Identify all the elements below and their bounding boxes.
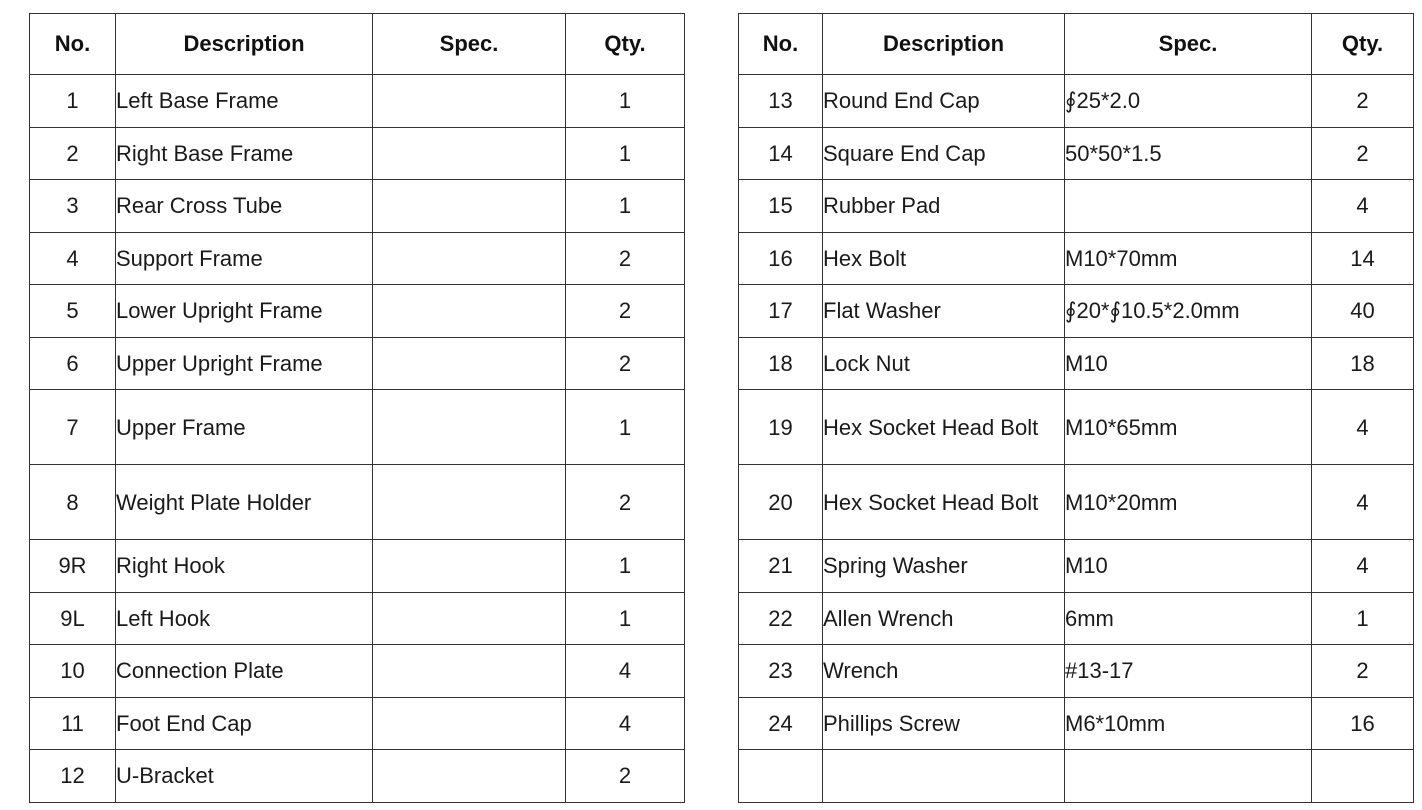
part-spec <box>373 697 566 750</box>
part-description: Left Hook <box>116 592 373 645</box>
table-row <box>30 127 685 180</box>
part-spec: M10*65mm <box>1065 390 1312 465</box>
part-spec <box>373 645 566 698</box>
part-qty: 4 <box>1312 540 1414 593</box>
part-description <box>823 750 1065 803</box>
header-spec: Spec. <box>373 14 566 75</box>
part-spec <box>373 75 566 128</box>
part-qty: 2 <box>1312 75 1414 128</box>
part-number: 6 <box>30 337 116 390</box>
table-row <box>739 465 1414 540</box>
table-row <box>30 697 685 750</box>
part-qty: 4 <box>1312 465 1414 540</box>
part-spec <box>373 750 566 803</box>
part-qty: 2 <box>566 232 685 285</box>
part-description: Spring Washer <box>823 540 1065 593</box>
part-qty: 1 <box>1312 592 1414 645</box>
table-row <box>30 465 685 540</box>
header-description: Description <box>116 14 373 75</box>
table-row <box>30 540 685 593</box>
header-no: No. <box>30 14 116 75</box>
table-row <box>30 337 685 390</box>
part-spec <box>373 232 566 285</box>
part-qty: 1 <box>566 75 685 128</box>
header-row <box>30 14 685 75</box>
part-description: Wrench <box>823 645 1065 698</box>
part-qty: 18 <box>1312 337 1414 390</box>
part-description: Flat Washer <box>823 285 1065 338</box>
part-spec <box>373 180 566 233</box>
part-description: Hex Socket Head Bolt <box>823 465 1065 540</box>
part-qty: 4 <box>566 645 685 698</box>
part-number: 11 <box>30 697 116 750</box>
part-number: 12 <box>30 750 116 803</box>
part-description: Lower Upright Frame <box>116 285 373 338</box>
part-number: 24 <box>739 697 823 750</box>
part-description: Hex Socket Head Bolt <box>823 390 1065 465</box>
header-spec: Spec. <box>1065 14 1312 75</box>
part-description: Connection Plate <box>116 645 373 698</box>
table-row <box>739 592 1414 645</box>
part-qty: 2 <box>566 465 685 540</box>
part-spec: M10 <box>1065 540 1312 593</box>
part-description: Rubber Pad <box>823 180 1065 233</box>
part-spec: 50*50*1.5 <box>1065 127 1312 180</box>
part-number: 9L <box>30 592 116 645</box>
part-number: 22 <box>739 592 823 645</box>
part-description: Allen Wrench <box>823 592 1065 645</box>
part-spec: M10 <box>1065 337 1312 390</box>
part-qty: 4 <box>566 697 685 750</box>
part-spec <box>1065 180 1312 233</box>
part-number: 15 <box>739 180 823 233</box>
table-row <box>739 337 1414 390</box>
part-number: 5 <box>30 285 116 338</box>
part-description: Support Frame <box>116 232 373 285</box>
part-spec: 6mm <box>1065 592 1312 645</box>
table-row-empty <box>739 750 1414 803</box>
part-spec: #13-17 <box>1065 645 1312 698</box>
part-description: Rear Cross Tube <box>116 180 373 233</box>
parts-table-left <box>29 13 685 803</box>
part-number: 14 <box>739 127 823 180</box>
part-number <box>739 750 823 803</box>
part-spec: M10*70mm <box>1065 232 1312 285</box>
part-qty: 1 <box>566 390 685 465</box>
part-qty: 14 <box>1312 232 1414 285</box>
part-description: Right Hook <box>116 540 373 593</box>
part-qty: 1 <box>566 127 685 180</box>
part-spec: M10*20mm <box>1065 465 1312 540</box>
part-number: 16 <box>739 232 823 285</box>
part-qty: 2 <box>566 285 685 338</box>
part-description: Upper Frame <box>116 390 373 465</box>
part-spec <box>1065 750 1312 803</box>
header-description: Description <box>823 14 1065 75</box>
part-number: 23 <box>739 645 823 698</box>
part-qty: 1 <box>566 180 685 233</box>
part-number: 8 <box>30 465 116 540</box>
table-row <box>739 232 1414 285</box>
part-number: 10 <box>30 645 116 698</box>
part-number: 21 <box>739 540 823 593</box>
part-spec <box>373 337 566 390</box>
part-spec <box>373 127 566 180</box>
part-number: 20 <box>739 465 823 540</box>
part-spec <box>373 592 566 645</box>
part-number: 3 <box>30 180 116 233</box>
part-number: 4 <box>30 232 116 285</box>
header-no: No. <box>739 14 823 75</box>
table-row <box>739 285 1414 338</box>
part-spec <box>373 540 566 593</box>
part-description: Lock Nut <box>823 337 1065 390</box>
part-number: 7 <box>30 390 116 465</box>
table-row <box>739 127 1414 180</box>
part-qty: 2 <box>1312 645 1414 698</box>
table-row <box>30 750 685 803</box>
part-spec: ∮20*∮10.5*2.0mm <box>1065 285 1312 338</box>
header-qty: Qty. <box>1312 14 1414 75</box>
part-description: Round End Cap <box>823 75 1065 128</box>
part-number: 18 <box>739 337 823 390</box>
part-qty: 1 <box>566 540 685 593</box>
part-description: Upper Upright Frame <box>116 337 373 390</box>
table-row <box>739 540 1414 593</box>
table-row <box>30 75 685 128</box>
table-row <box>30 592 685 645</box>
part-description: Phillips Screw <box>823 697 1065 750</box>
part-spec <box>373 390 566 465</box>
part-qty <box>1312 750 1414 803</box>
table-row <box>739 697 1414 750</box>
part-number: 2 <box>30 127 116 180</box>
part-qty: 4 <box>1312 180 1414 233</box>
part-number: 17 <box>739 285 823 338</box>
table-row <box>739 75 1414 128</box>
table-row <box>30 285 685 338</box>
table-row <box>30 180 685 233</box>
part-spec <box>373 285 566 338</box>
part-description: Hex Bolt <box>823 232 1065 285</box>
table-row <box>739 180 1414 233</box>
part-qty: 2 <box>566 750 685 803</box>
part-description: Square End Cap <box>823 127 1065 180</box>
part-spec: ∮25*2.0 <box>1065 75 1312 128</box>
part-qty: 16 <box>1312 697 1414 750</box>
part-number: 13 <box>739 75 823 128</box>
part-qty: 2 <box>566 337 685 390</box>
part-description: U-Bracket <box>116 750 373 803</box>
parts-table-right <box>738 13 1414 803</box>
table-row <box>739 390 1414 465</box>
part-qty: 2 <box>1312 127 1414 180</box>
part-description: Left Base Frame <box>116 75 373 128</box>
table-row <box>739 645 1414 698</box>
table-row <box>30 232 685 285</box>
part-qty: 1 <box>566 592 685 645</box>
part-number: 19 <box>739 390 823 465</box>
part-spec <box>373 465 566 540</box>
part-number: 1 <box>30 75 116 128</box>
part-description: Foot End Cap <box>116 697 373 750</box>
part-number: 9R <box>30 540 116 593</box>
header-row <box>739 14 1414 75</box>
table-row <box>30 645 685 698</box>
part-qty: 40 <box>1312 285 1414 338</box>
part-qty: 4 <box>1312 390 1414 465</box>
header-qty: Qty. <box>566 14 685 75</box>
part-description: Weight Plate Holder <box>116 465 373 540</box>
table-row <box>30 390 685 465</box>
part-spec: M6*10mm <box>1065 697 1312 750</box>
part-description: Right Base Frame <box>116 127 373 180</box>
